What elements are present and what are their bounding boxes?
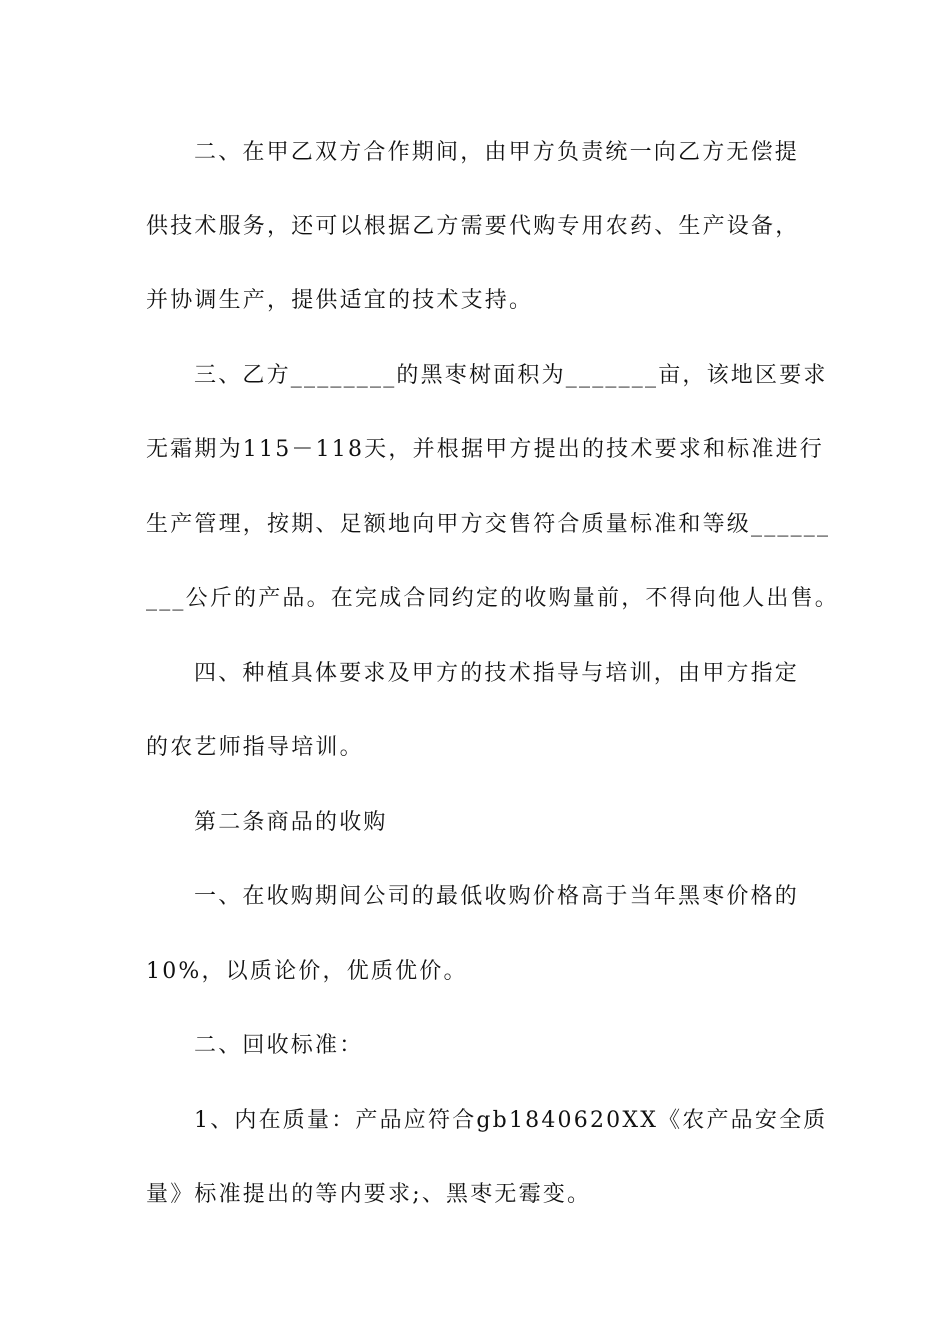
paragraph-line: 二、在甲乙双方合作期间，由甲方负责统一向乙方无偿提: [194, 140, 800, 165]
section-heading: 第二条商品的收购: [194, 810, 388, 835]
paragraph-line: 三、乙方________的黑枣树面积为_______亩，该地区要求: [194, 363, 828, 388]
paragraph-line: 无霜期为115－118天，并根据甲方提出的技术要求和标准进行: [146, 437, 824, 462]
paragraph-line: 四、种植具体要求及甲方的技术指导与培训，由甲方指定: [194, 661, 800, 686]
paragraph-line: 一、在收购期间公司的最低收购价格高于当年黑枣价格的: [194, 884, 800, 909]
paragraph-line: 生产管理，按期、足额地向甲方交售符合质量标准和等级______: [146, 512, 831, 537]
paragraph-line: 量》标准提出的等内要求;、黑枣无霉变。: [146, 1182, 592, 1207]
paragraph-line: 并协调生产，提供适宜的技术支持。: [146, 288, 534, 313]
paragraph-line: ___公斤的产品。在完成合同约定的收购量前，不得向他人出售。: [146, 586, 840, 611]
paragraph-line: 的农艺师指导培训。: [146, 735, 364, 760]
paragraph-line: 二、回收标准：: [194, 1033, 364, 1058]
paragraph-line: 10%，以质论价，优质优价。: [146, 959, 468, 984]
paragraph-line: 供技术服务，还可以根据乙方需要代购专用农药、生产设备，: [146, 214, 800, 239]
paragraph-line: 1、内在质量：产品应符合gb1840620XX《农产品安全质: [194, 1108, 828, 1133]
